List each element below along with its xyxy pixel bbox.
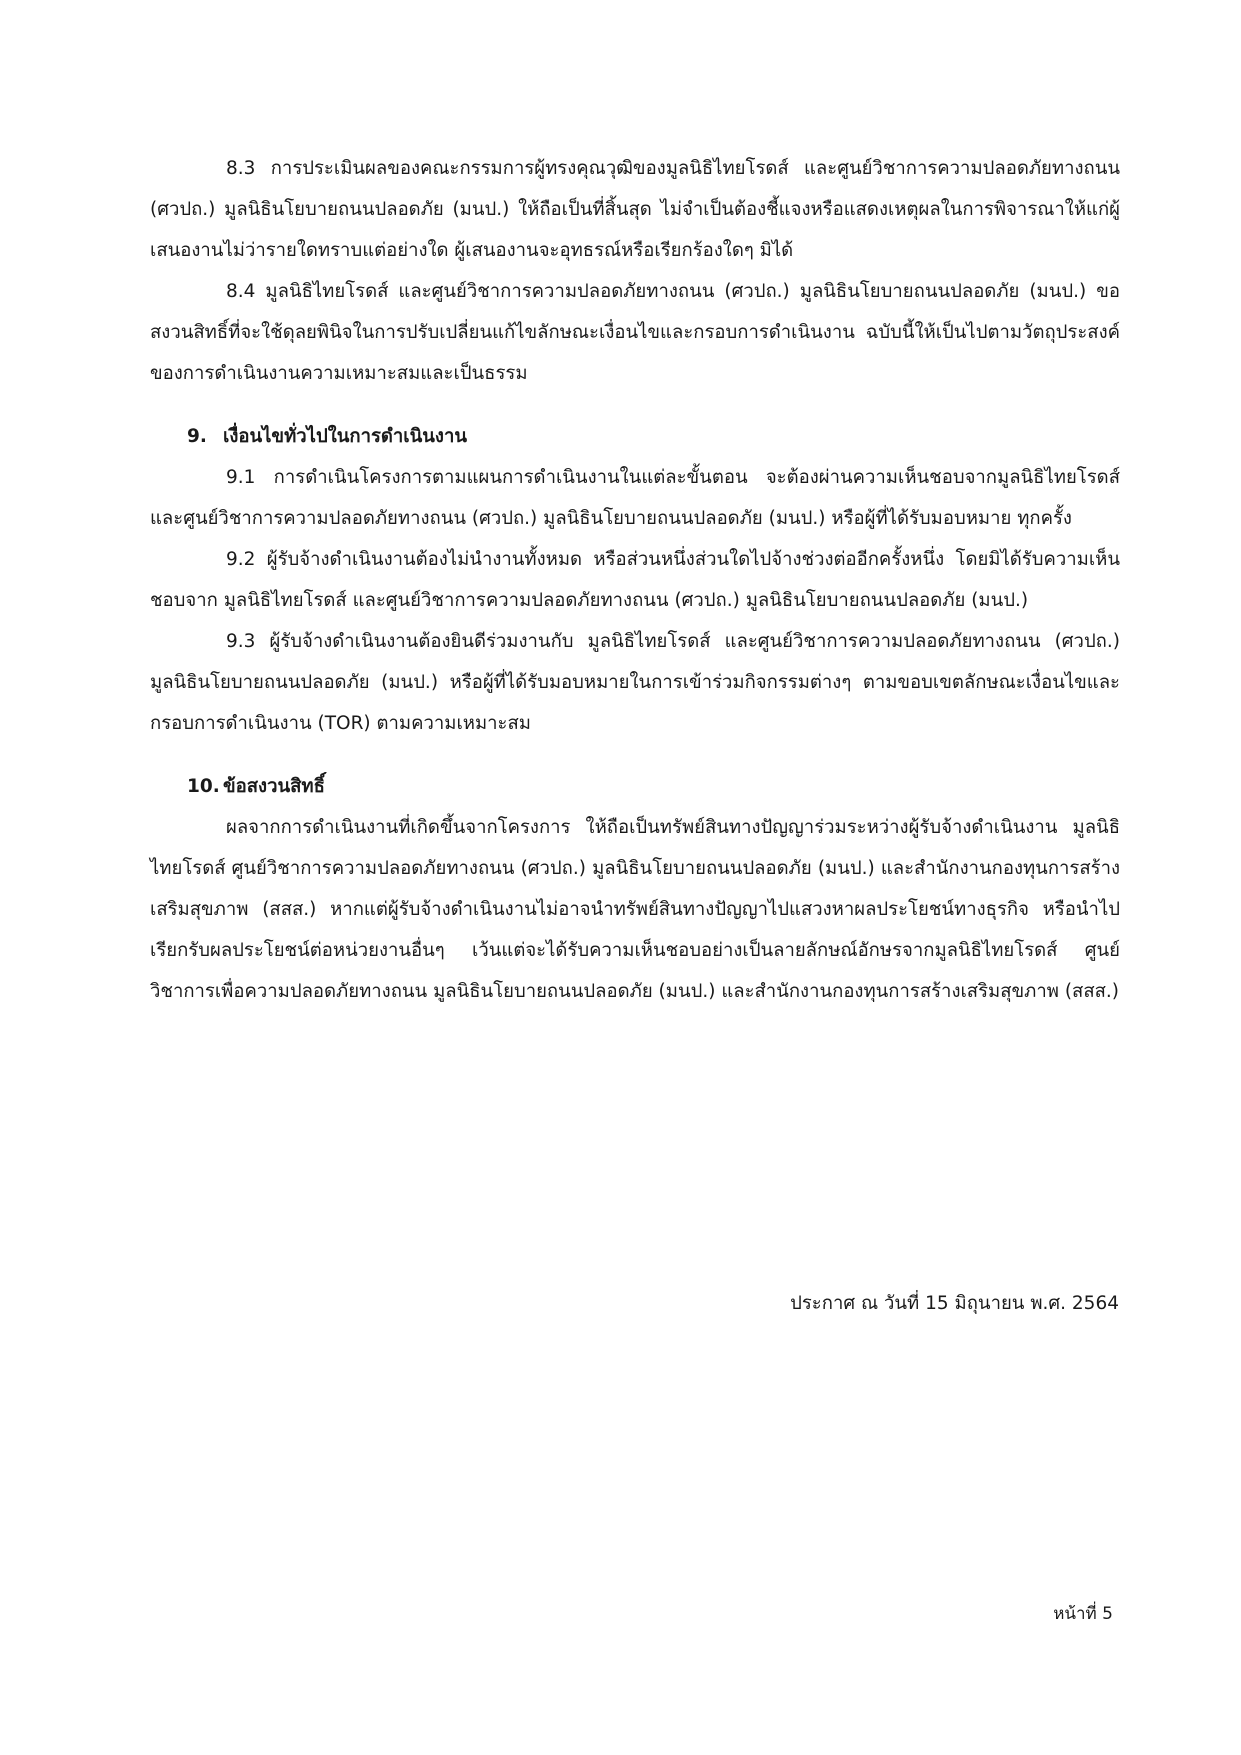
paragraph-9-1: 9.1 การดำเนินโครงการตามแผนการดำเนินงานในแต่ละขั้นตอน จะต้องผ่านความเห็นชอบจากมูลนิธิไทยโรดส์ และศูนย์วิชาการความปลอดภัยทางถนน (ศวปถ.) มูลนิธินโยบายถนนปลอดภัย (มนป.) หรือผู้ที่ได้รับมอบหมาย ทุกครั้ง bbox=[150, 467, 1120, 529]
paragraph-9-2: 9.2 ผู้รับจ้างดำเนินงานต้องไม่นำงานทั้งหมด หรือส่วนหนึ่งส่วนใดไปจ้างช่วงต่ออีกครั้งหนึ่ง โดยมิได้รับความเห็นชอบจาก มูลนิธิไทยโรดส์ และศูนย์วิชาการความปลอดภัยทางถนน (ศวปถ.) มูลนิธินโยบายถนนปลอดภัย (มนป.) bbox=[150, 549, 1120, 611]
section-10-number: 10. bbox=[187, 776, 220, 797]
paragraph-8-3: 8.3 การประเมินผลของคณะกรรมการผู้ทรงคุณวุฒิของมูลนิธิไทยโรดส์ และศูนย์วิชาการความปลอดภัยทางถนน (ศวปถ.) มูลนิธินโยบายถนนปลอดภัย (มนป.) ให้ถือเป็นที่สิ้นสุด ไม่จำเป็นต้องชี้แจงหรือแสดงเหตุผลในการพิจารณาให้แก่ผู้เสนองานไม่ว่ารายใดทราบแต่อย่างใด ผู้เสนองานจะอุทธรณ์หรือเรียกร้องใดๆ มิได้ bbox=[150, 158, 1120, 261]
section-9-heading bbox=[187, 416, 1120, 457]
paragraph-9-3: 9.3 ผู้รับจ้างดำเนินงานต้องยินดีร่วมงานกับ มูลนิธิไทยโรดส์ และศูนย์วิชาการความปลอดภัยทางถนน (ศวปถ.) มูลนิธินโยบายถนนปลอดภัย (มนป.) หรือผู้ที่ได้รับมอบหมายในการเข้าร่วมกิจกรรมต่างๆ ตามขอบเขตลักษณะเงื่อนไขและกรอบการดำเนินงาน (TOR) ตามความเหมาะสม bbox=[150, 631, 1120, 734]
paragraph-8-4: 8.4 มูลนิธิไทยโรดส์ และศูนย์วิชาการความปลอดภัยทางถนน (ศวปถ.) มูลนิธินโยบายถนนปลอดภัย (มนป.) ขอสงวนสิทธิ์ที่จะใช้ดุลยพินิจในการปรับเปลี่ยนแก้ไขลักษณะเงื่อนไขและกรอบการดำเนินงาน ฉบับนี้ให้เป็นไปตามวัตถุประสงค์ของการดำเนินงานความเหมาะสมและเป็นธรรม bbox=[150, 281, 1120, 384]
announcement-date: ประกาศ ณ วันที่ 15 มิถุนายน พ.ศ. 2564 bbox=[790, 1293, 1119, 1314]
page-number: หน้าที่ 5 bbox=[1053, 1604, 1113, 1624]
section-10-title: ข้อสงวนสิทธิ์ bbox=[223, 776, 325, 797]
section-10-heading bbox=[187, 766, 1120, 807]
section-9-number: 9. bbox=[187, 426, 207, 447]
document-body bbox=[150, 148, 1120, 1012]
paragraph-10-body: ผลจากการดำเนินงานที่เกิดขึ้นจากโครงการ ให้ถือเป็นทรัพย์สินทางปัญญาร่วมระหว่างผู้รับจ้างดำเนินงาน มูลนิธิไทยโรดส์ ศูนย์วิชาการความปลอดภัยทางถนน (ศวปถ.) มูลนิธินโยบายถนนปลอดภัย (มนป.) และสำนักงานกองทุนการสร้างเสริมสุขภาพ (สสส.) หากแต่ผู้รับจ้างดำเนินงานไม่อาจนำทรัพย์สินทางปัญญาไปแสวงหาผลประโยชน์ทางธุรกิจ หรือนำไปเรียกรับผลประโยชน์ต่อหน่วยงานอื่นๆ เว้นแต่จะได้รับความเห็นชอบอย่างเป็นลายลักษณ์อักษรจากมูลนิธิไทยโรดส์ ศูนย์วิชาการเพื่อความปลอดภัยทางถนน มูลนิธินโยบายถนนปลอดภัย (มนป.) และสำนักงานกองทุนการสร้างเสริมสุขภาพ (สสส.) bbox=[150, 817, 1120, 1002]
section-9-title: เงื่อนไขทั่วไปในการดำเนินงาน bbox=[223, 426, 467, 447]
